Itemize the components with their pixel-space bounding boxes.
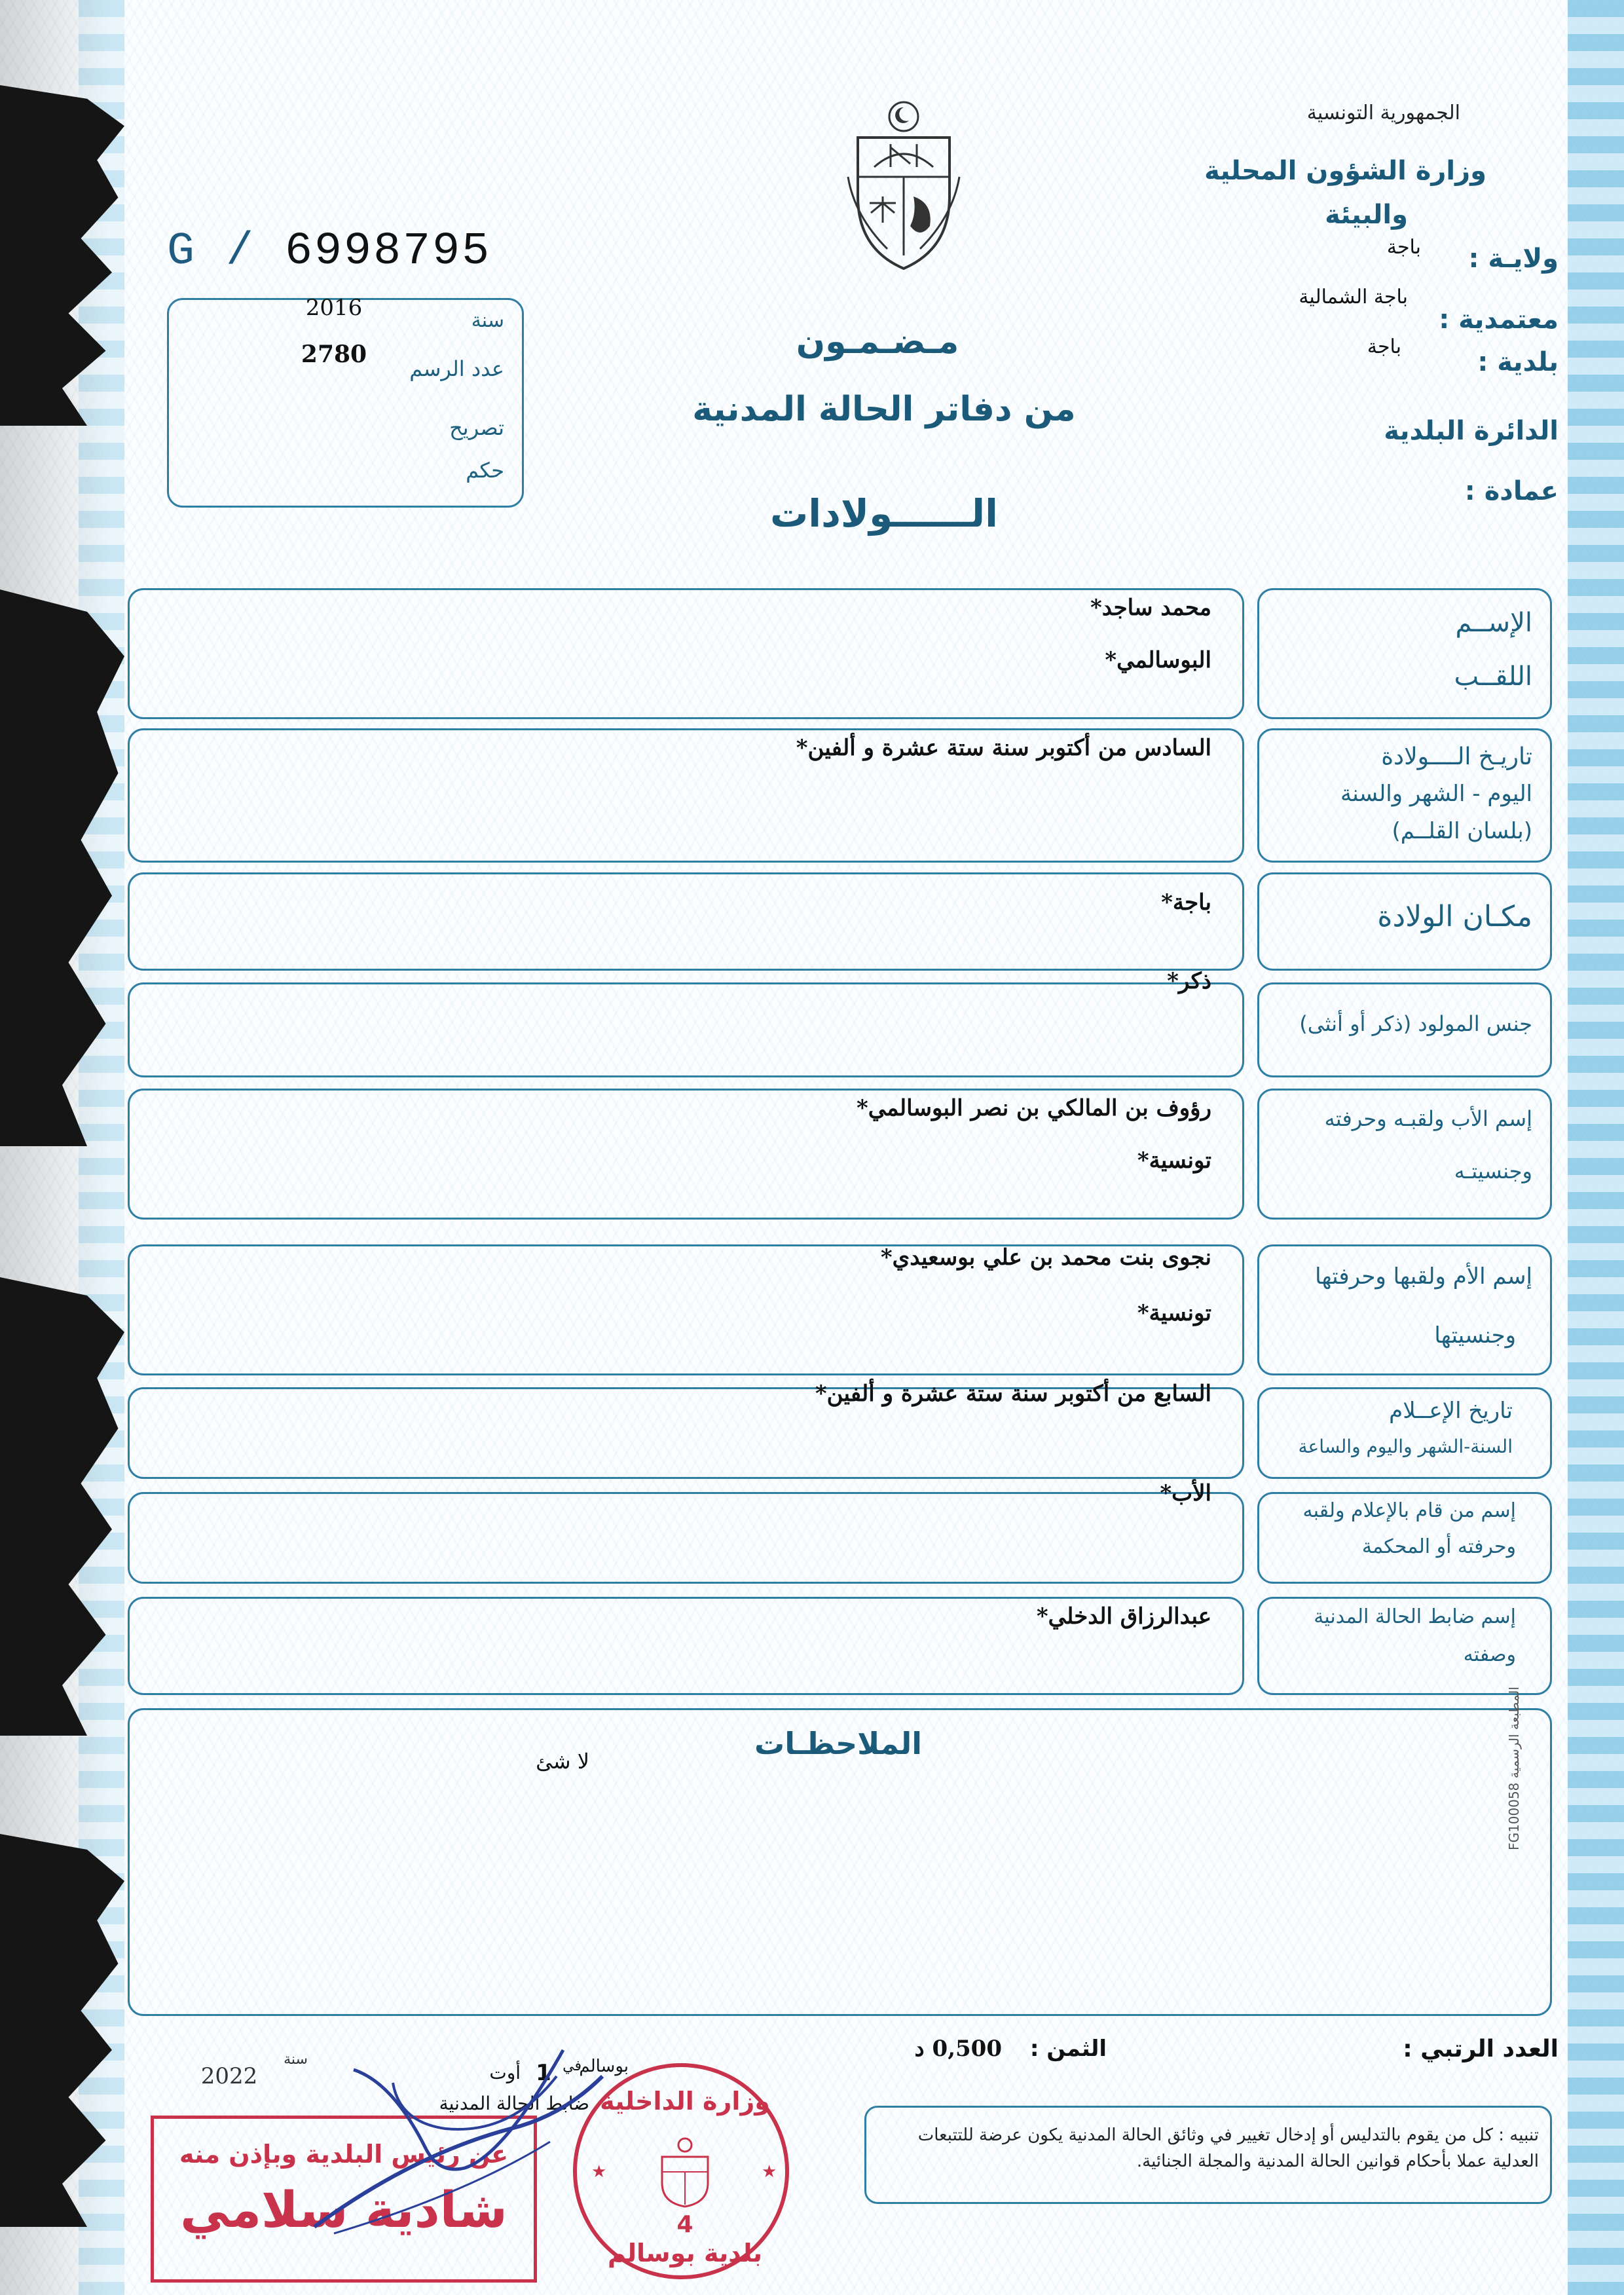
register-number-value: 2780 — [301, 341, 367, 368]
declaration-date-label: تاريخ الإعــلام — [1389, 1398, 1513, 1424]
sex-label: جنس المولود (ذكر أو أنثى) — [1299, 1011, 1532, 1036]
mother-nationality-label: وجنسيتها — [1434, 1322, 1516, 1349]
remarks-title: الملاحظـات — [754, 1726, 922, 1761]
year-value: 2022 — [200, 2063, 258, 2089]
father-nationality-label: وجنسيتـه — [1454, 1159, 1532, 1184]
motamadia-label: معتمدية : — [1439, 305, 1559, 335]
officer-label: إسم ضابط الحالة المدنية — [1314, 1605, 1516, 1628]
seal-bottom-text: بلدية بوسالم — [607, 2239, 763, 2267]
officer-signature-label: ضابط الحالة المدنية — [439, 2093, 589, 2114]
mother-name-value: نجوى بنت محمد بن علي بوسعيدي* — [880, 1244, 1211, 1271]
officer-value: عبدالرزاق الدخلي* — [1036, 1603, 1211, 1630]
seal-star-icon: ★ — [762, 2162, 777, 2182]
father-label: إسم الأب ولقبـه وحرفته — [1324, 1106, 1532, 1131]
declarant-profession-label: وحرفته أو المحكمة — [1361, 1535, 1516, 1558]
seal-emblem-icon — [655, 2136, 714, 2208]
sex-value: ذكر* — [1167, 968, 1211, 994]
handwritten-signature — [275, 2030, 616, 2240]
serial-number: 6998795 — [285, 226, 492, 278]
father-name-value: رؤوف بن المالكي بن نصر البوسالمي* — [857, 1095, 1211, 1121]
mother-label: إسم الأم ولقبها وحرفتها — [1315, 1263, 1532, 1290]
municipal-district-label: الدائرة البلدية — [1384, 416, 1559, 446]
register-year-value: 2016 — [305, 295, 363, 321]
stamp-authorization-text: عن رئيس البلدية وبإذن منه — [179, 2140, 509, 2169]
wilaya-value: باجة — [1386, 236, 1421, 259]
surname-label: اللقــب — [1454, 662, 1532, 692]
baladia-value: باجة — [1367, 335, 1401, 358]
price-value: 0,500 د — [914, 2036, 1002, 2062]
serial-prefix: G / — [167, 226, 256, 278]
wilaya-label: ولايـة : — [1468, 244, 1559, 274]
seal-number: 4 — [676, 2211, 693, 2238]
baladia-label: بلدية : — [1477, 347, 1559, 377]
ministry-line-2: والبيئة — [1325, 200, 1408, 230]
mother-nationality-value: تونسية* — [1137, 1300, 1211, 1326]
stamp-officer-name: شادية سلامي — [180, 2180, 507, 2239]
first-name-value: محمد ساجد* — [1090, 595, 1211, 621]
place-prefix: بوسالم — [579, 2057, 629, 2076]
declaration-date-value: السابع من أكتوبر سنة ستة عشرة و ألفين* — [815, 1381, 1211, 1407]
declaration-label: تصريح — [449, 415, 504, 440]
row-sex-value-box — [128, 982, 1244, 1077]
birthdate-in-words-label: (بلسان القلــم) — [1392, 818, 1532, 844]
day-value: 1 — [536, 2060, 551, 2086]
republic-name: الجمهورية التونسية — [1306, 102, 1460, 124]
seal-top-text: وزارة الداخلية — [600, 2087, 770, 2116]
year-label: سنة — [284, 2051, 308, 2068]
title-births: الــــــولادات — [769, 491, 999, 536]
price-label: الثمن : — [1029, 2036, 1107, 2062]
title-civil-registers: من دفاتر الحالة المدنية — [692, 390, 1076, 429]
motamadia-value: باجة الشمالية — [1299, 286, 1408, 308]
birthdate-value: السادس من أكتوبر سنة ستة عشرة و ألفين* — [796, 735, 1211, 761]
declaration-date-format-label: السنة-الشهر واليوم والساعة — [1298, 1436, 1513, 1457]
father-nationality-value: تونسية* — [1137, 1148, 1211, 1174]
judgment-label: حكم — [466, 458, 504, 483]
omada-label: عمادة : — [1464, 476, 1559, 506]
seal-star-icon: ★ — [591, 2162, 607, 2182]
birthplace-label: مكـان الولادة — [1377, 900, 1532, 933]
printer-mark: المطبعة الرسمية FG100058 — [1506, 1687, 1522, 1850]
coat-of-arms-emblem — [845, 98, 963, 275]
decorative-right-border — [1568, 0, 1624, 2295]
first-name-label: الإســم — [1455, 608, 1532, 638]
surname-value: البوسالمي* — [1105, 647, 1211, 673]
register-number-label: عدد الرسم — [409, 356, 504, 381]
row-birthplace-value-box — [128, 872, 1244, 971]
ministry-line-1: وزارة الشؤون المحلية — [1204, 156, 1486, 186]
warning-text: تنبيه : كل من يقوم بالتدليس أو إدخال تغيير في وثائق الحالة المدنية يكون عرضة للتتبعات العدلية عملا بأحكام قوانين الحالة المدنية والمجلة الجنائية. — [917, 2125, 1539, 2172]
officer-title-label: وصفته — [1463, 1643, 1516, 1666]
birthplace-value: باجة* — [1161, 889, 1211, 916]
birthdate-format-label: اليوم - الشهر والسنة — [1340, 781, 1532, 807]
remarks-value: لا شئ — [536, 1749, 589, 1774]
birthdate-label: تاريـخ الــــولادة — [1381, 743, 1532, 770]
serial-order-label: العدد الرتبي : — [1403, 2036, 1559, 2062]
declarant-label: إسم من قام بالإعلام ولقبه — [1302, 1499, 1516, 1522]
declarant-value: الأب* — [1160, 1480, 1211, 1506]
month-value: أوت — [489, 2062, 521, 2083]
title-summary: مـضـمـون — [796, 322, 959, 362]
day-label: في — [563, 2058, 581, 2074]
register-year-label: سنة — [471, 309, 504, 332]
